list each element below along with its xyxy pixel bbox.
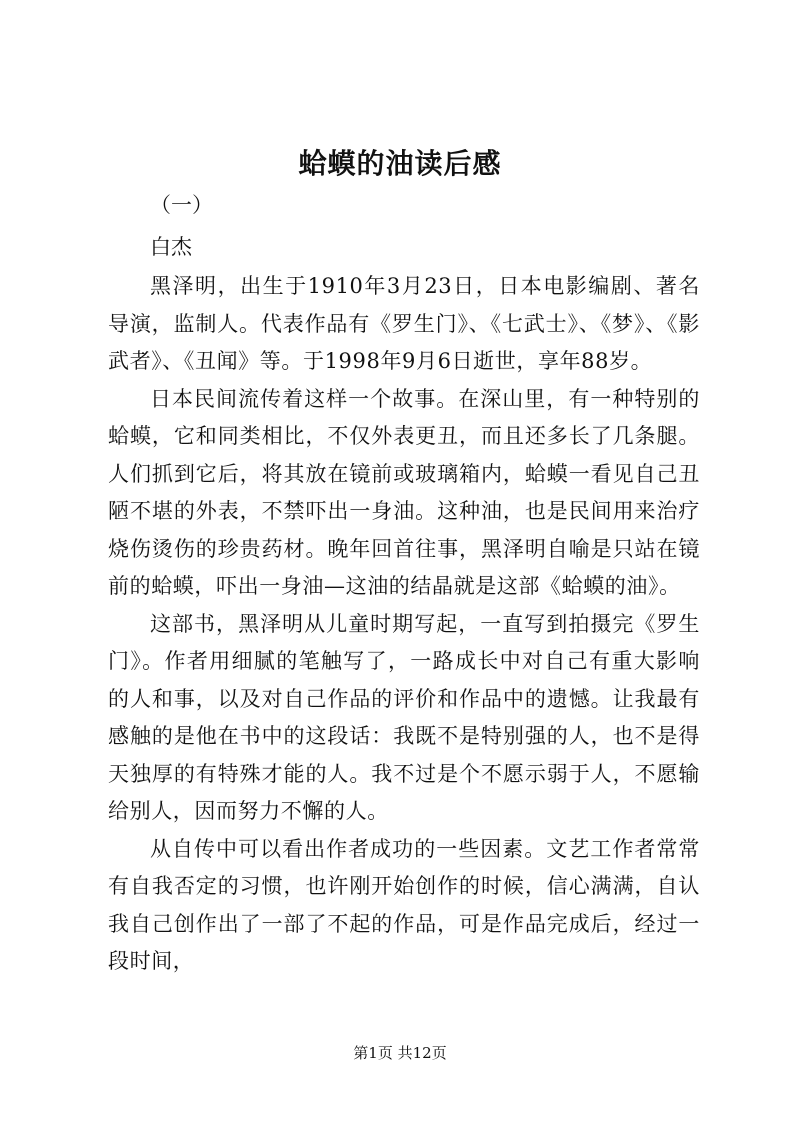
paragraph: 从自传中可以看出作者成功的一些因素。文艺工作者常常有自我否定的习惯，也许刚开始创作的时候，信心满满，自认我自己创作出了一部了不起的作品，可是作品完成后，经过一段时间， xyxy=(108,836,700,973)
author-name: 白杰 xyxy=(150,235,192,259)
page-footer: 第1页 共12页 xyxy=(353,1044,447,1062)
document-title: 蛤蟆的油读后感 xyxy=(298,147,502,180)
section-number: （一） xyxy=(150,193,213,217)
document-body xyxy=(108,268,700,981)
paragraph: 日本民间流传着这样一个故事。在深山里，有一种特别的蛤蟆，它和同类相比，不仅外表更丑，而且还多长了几条腿。人们抓到它后，将其放在镜前或玻璃箱内，蛤蟆一看见自己丑陋不堪的外表，不禁吓出一身油。这种油，也是民间用来治疗烧伤烫伤的珍贵药材。晚年回首往事，黑泽明自喻是只站在镜前的蛤蟆，吓出一身油—这油的结晶就是这部《蛤蟆的油》。 xyxy=(108,386,700,598)
paragraph: 这部书，黑泽明从儿童时期写起，一直写到拍摄完《罗生门》。作者用细腻的笔触写了，一路成长中对自己有重大影响的人和事，以及对自己作品的评价和作品中的遗憾。让我最有感触的是他在书中的这段话：我既不是特别强的人，也不是得天独厚的有特殊才能的人。我不过是个不愿示弱于人，不愿输给别人，因而努力不懈的人。 xyxy=(108,611,700,823)
paragraph: 黑泽明，出生于1910年3月23日，日本电影编剧、著名导演，监制人。代表作品有《罗生门》、《七武士》、《梦》、《影武者》、《丑闻》等。于1998年9月6日逝世，享年88岁。 xyxy=(108,274,700,373)
